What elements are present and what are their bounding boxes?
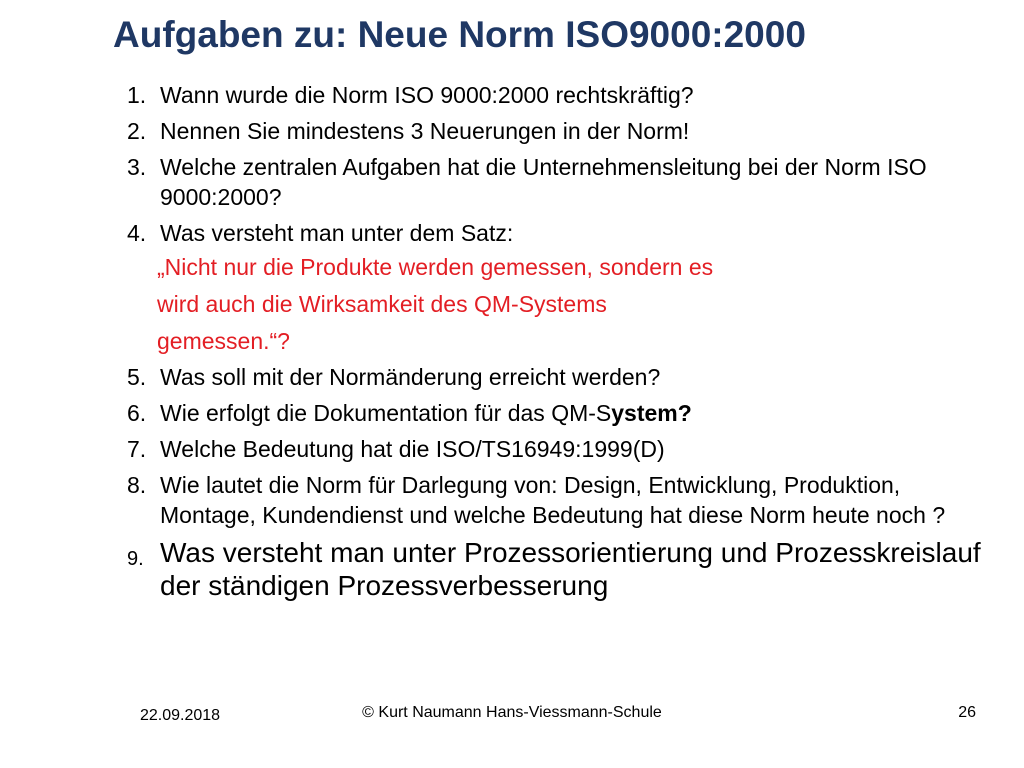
- question-list: [127, 80, 987, 608]
- question-text: Nennen Sie mindestens 3 Neuerungen in der Norm!: [160, 118, 690, 144]
- question-item: [127, 80, 987, 110]
- question-text: [160, 398, 987, 428]
- question-text: Welche zentralen Aufgaben hat die Unternehmensleitung bei der Norm ISO 9000:2000?: [160, 154, 927, 210]
- question-number: 4.: [127, 220, 147, 246]
- quote-line: „Nicht nur die Produkte werden gemessen, sondern es: [157, 254, 714, 280]
- question-number: 9.: [127, 548, 144, 570]
- quote-line: gemessen.“?: [157, 328, 290, 354]
- question-number: 3.: [127, 154, 147, 180]
- footer-copyright: © Kurt Naumann Hans-Viessmann-Schule: [362, 704, 662, 721]
- question-text: Welche Bedeutung hat die ISO/TS16949:1999(D): [160, 436, 665, 462]
- question-text: Was soll mit der Normänderung erreicht werden?: [160, 364, 661, 390]
- question-number: 5.: [127, 364, 147, 390]
- question-item: [127, 116, 987, 146]
- question-text-bold: ystem?: [611, 400, 692, 426]
- quote-line: wird auch die Wirksamkeit des QM-Systems: [157, 291, 607, 317]
- question-text: Was versteht man unter Prozessorientierung und Prozesskreislauf der ständigen Prozessverbesserung: [160, 537, 981, 601]
- question-number: 6.: [127, 400, 147, 426]
- question-item: [127, 536, 987, 602]
- question-item: [127, 362, 987, 392]
- quote-text: [127, 249, 987, 360]
- question-item: [127, 398, 987, 428]
- question-text: Was versteht man unter dem Satz:: [160, 220, 514, 246]
- question-item: [127, 218, 987, 248]
- question-text: Wie lautet die Norm für Darlegung von: Design, Entwicklung, Produktion, Montage, Kundendienst und welche Bedeutung hat diese Norm heute noch ?: [160, 472, 946, 528]
- question-text-main: Wie erfolgt die Dokumentation für das QM-S: [160, 400, 612, 426]
- question-text: Wann wurde die Norm ISO 9000:2000 rechtskräftig?: [160, 82, 694, 108]
- question-number: 7.: [127, 436, 147, 462]
- question-number: 8.: [127, 472, 147, 498]
- slide-title: Aufgaben zu: Neue Norm ISO9000:2000: [113, 14, 806, 55]
- footer-date: 22.09.2018: [140, 707, 221, 724]
- question-number: 1.: [127, 82, 147, 108]
- question-item: [127, 152, 987, 212]
- question-item: [127, 470, 987, 530]
- question-number: 2.: [127, 118, 147, 144]
- question-item: [127, 434, 987, 464]
- page-number: 26: [958, 704, 976, 721]
